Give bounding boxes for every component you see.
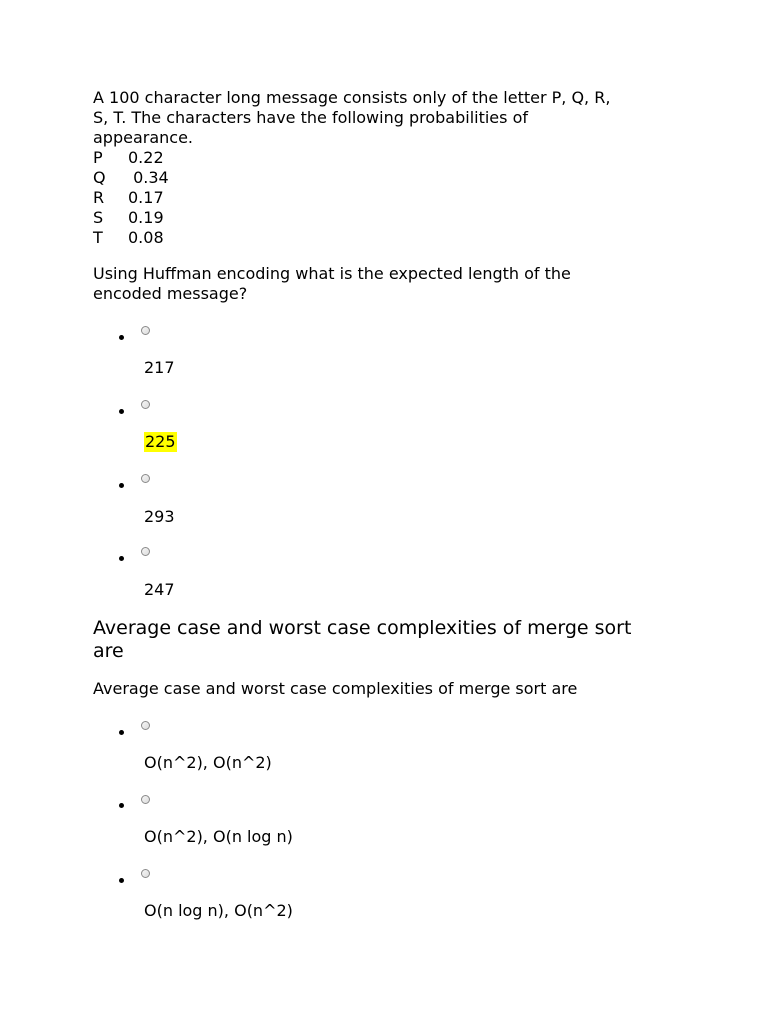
- option-label-225-highlighted: 225: [145, 432, 176, 451]
- option-label-247: 247: [144, 580, 175, 599]
- question2-heading-line-1: Average case and worst case complexities of merge sort: [93, 617, 632, 639]
- question1-text-line-3: appearance.: [93, 128, 194, 147]
- bullet-icon: [119, 556, 124, 561]
- probability-value: 0.17: [128, 188, 164, 207]
- bullet-icon: [119, 335, 124, 340]
- radio-button-option-3[interactable]: [141, 474, 150, 483]
- probability-value: 0.08: [128, 228, 164, 247]
- option-label-217: 217: [144, 358, 175, 377]
- bullet-icon: [119, 409, 124, 414]
- question1-prompt-line-1: Using Huffman encoding what is the expected length of the: [93, 264, 571, 283]
- radio-button-option-1[interactable]: [141, 721, 150, 730]
- option-label-n2-n2: O(n^2), O(n^2): [144, 753, 272, 772]
- radio-button-option-1[interactable]: [141, 326, 150, 335]
- radio-button-option-4[interactable]: [141, 547, 150, 556]
- question1-text-line-2: S, T. The characters have the following probabilities of: [93, 108, 528, 127]
- probability-letter: S: [93, 208, 104, 227]
- bullet-icon: [119, 803, 124, 808]
- probability-letter: T: [93, 228, 103, 247]
- probability-row-t: [93, 228, 164, 248]
- probability-letter: Q: [93, 168, 106, 187]
- radio-button-option-3[interactable]: [141, 869, 150, 878]
- question2-heading-line-2: are: [93, 640, 124, 662]
- probability-row-r: [93, 188, 164, 208]
- question2-text: Average case and worst case complexities of merge sort are: [93, 679, 578, 698]
- option-label-nlogn-n2: O(n log n), O(n^2): [144, 901, 293, 920]
- probability-value: 0.34: [128, 168, 169, 187]
- probability-row-q: [93, 168, 169, 188]
- option-label-293: 293: [144, 507, 175, 526]
- probability-letter: P: [93, 148, 103, 167]
- probability-row-s: [93, 208, 164, 228]
- question1-text-line-1: A 100 character long message consists only of the letter P, Q, R,: [93, 88, 611, 107]
- bullet-icon: [119, 483, 124, 488]
- radio-button-option-2[interactable]: [141, 795, 150, 804]
- option-label-n2-nlogn: O(n^2), O(n log n): [144, 827, 293, 846]
- bullet-icon: [119, 878, 124, 883]
- probability-letter: R: [93, 188, 105, 207]
- probability-row-p: [93, 148, 164, 168]
- bullet-icon: [119, 730, 124, 735]
- radio-button-option-2[interactable]: [141, 400, 150, 409]
- probability-value: 0.19: [128, 208, 164, 227]
- probability-value: 0.22: [128, 148, 164, 167]
- question1-prompt-line-2: encoded message?: [93, 284, 248, 303]
